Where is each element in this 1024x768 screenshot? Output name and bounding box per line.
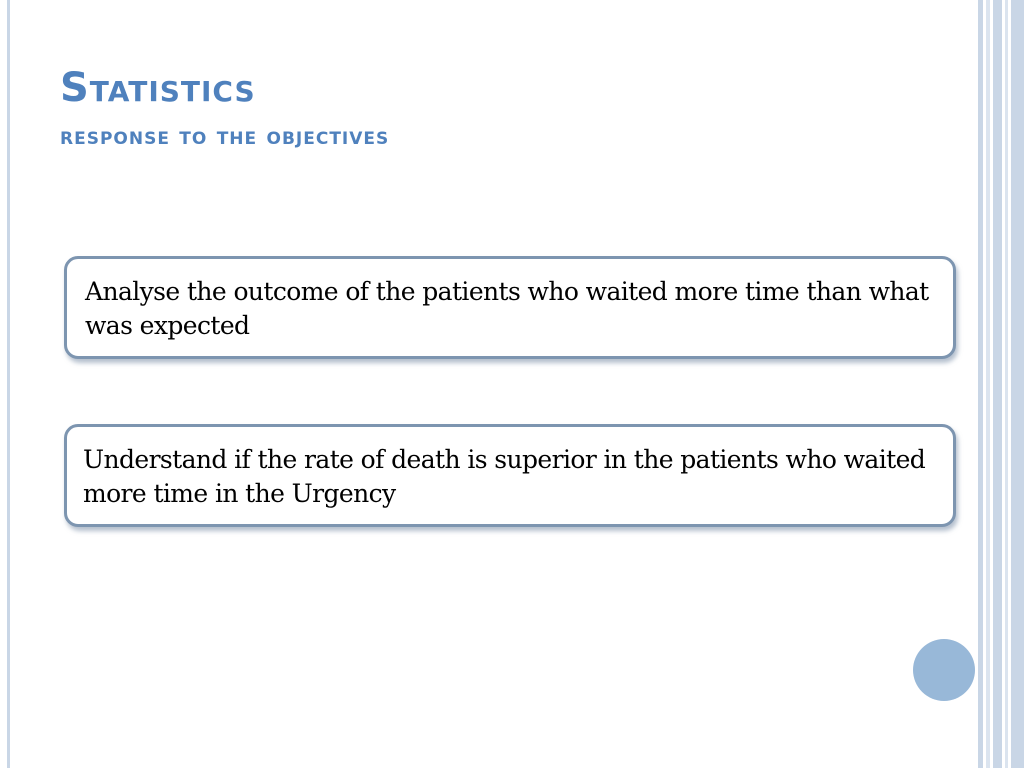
stripe [986, 0, 990, 768]
stripe [1011, 0, 1024, 768]
accent-circle-icon [913, 639, 975, 701]
right-decorative-stripes [978, 0, 1024, 768]
objective-box-2 [64, 424, 956, 527]
objective-text-2: Understand if the rate of death is superior in the patients who waited more time in the Urgency [83, 445, 926, 508]
objective-box-1 [64, 256, 956, 359]
slide-title: Statistics [60, 65, 256, 111]
left-border-line [7, 0, 10, 768]
slide-subtitle: response to the objectives [60, 122, 390, 150]
stripe [978, 0, 983, 768]
stripe [1005, 0, 1008, 768]
objective-text-1: Analyse the outcome of the patients who waited more time than what was expected [85, 277, 929, 340]
stripe [993, 0, 1002, 768]
